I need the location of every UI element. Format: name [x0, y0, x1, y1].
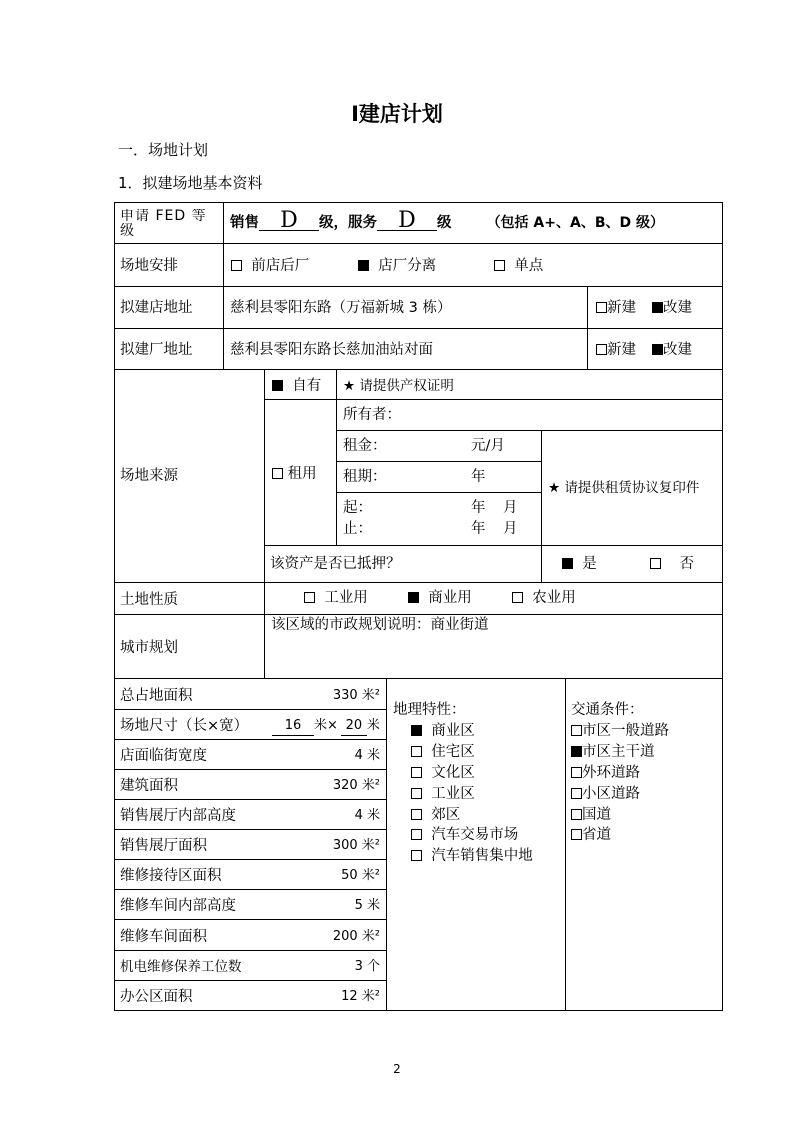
section-heading: 一．场地计划: [118, 141, 209, 159]
area-value[interactable]: 50 米²: [341, 868, 380, 883]
area-value[interactable]: 12 米²: [341, 989, 380, 1004]
start-month-unit: 月: [503, 500, 518, 516]
traffic-option[interactable]: 市区主干道: [571, 743, 655, 761]
fed-note: （包括 A+、A、B、D 级）: [486, 215, 665, 231]
store-address-value[interactable]: 慈利县零阳东路（万福新城 3 栋）: [230, 300, 452, 316]
arrangement-option[interactable]: 前店后厂: [231, 257, 309, 275]
geo-option[interactable]: 住宅区: [411, 743, 475, 761]
checkbox-icon: [411, 746, 422, 757]
rent-term-label: 租期：: [343, 469, 387, 485]
checkbox-checked-icon: [652, 302, 663, 313]
arrangement-option[interactable]: 单点: [494, 257, 543, 275]
checkbox-checked-icon: [571, 746, 582, 757]
area-label: 机电维修保养工位数: [120, 959, 242, 975]
geo-option[interactable]: 工业区: [411, 785, 475, 803]
end-label: 止：: [343, 521, 372, 537]
land-option[interactable]: 农业用: [512, 589, 576, 607]
area-label: 总占地面积: [120, 688, 193, 704]
owner-label: 所有者：: [343, 407, 401, 423]
geo-option[interactable]: 郊区: [411, 806, 460, 824]
land-option[interactable]: 工业用: [304, 589, 368, 607]
checkbox-icon: [571, 829, 582, 840]
page-title: Ⅰ建店计划: [351, 102, 443, 126]
checkbox-checked-icon: [562, 558, 573, 569]
area-label: 维修车间面积: [120, 929, 207, 945]
end-year-unit: 年: [471, 521, 486, 537]
checkbox-icon: [411, 788, 422, 799]
checkbox-icon: [596, 302, 607, 313]
subsection-heading: 1．拟建场地基本资料: [118, 174, 263, 192]
area-label: 维修接待区面积: [120, 868, 222, 884]
checkbox-icon: [304, 592, 315, 603]
area-label: 销售展厅内部高度: [120, 808, 236, 824]
checkbox-checked-icon: [408, 592, 419, 603]
factory-rebuild-option[interactable]: 改建: [652, 341, 692, 359]
factory-address-value[interactable]: 慈利县零阳东路长慈加油站对面: [230, 342, 433, 358]
fed-service-prefix: 级，服务: [319, 215, 377, 231]
star-icon: ★: [343, 378, 356, 394]
area-value[interactable]: 4 米: [354, 748, 380, 763]
factory-build-option[interactable]: 新建: [596, 341, 636, 359]
own-option[interactable]: 自有: [272, 377, 321, 395]
geo-option[interactable]: 商业区: [411, 722, 475, 740]
rent-fee-label: 租金：: [343, 438, 387, 454]
fed-level-label: 申请 FED 等级: [120, 209, 207, 239]
fed-level-value: [230, 208, 665, 233]
fed-service-suffix: 级: [437, 215, 452, 231]
checkbox-icon: [650, 558, 661, 569]
area-value[interactable]: 4 米: [354, 808, 380, 823]
city-plan-label: 城市规划: [120, 640, 178, 656]
checkbox-icon: [411, 809, 422, 820]
traffic-option[interactable]: 市区一般道路: [571, 722, 669, 740]
checkbox-icon: [596, 344, 607, 355]
checkbox-checked-icon: [272, 380, 283, 391]
mortgage-yes-option[interactable]: 是: [562, 555, 597, 573]
geo-title: 地理特性：: [393, 702, 466, 718]
end-month-unit: 月: [503, 521, 518, 537]
checkbox-checked-icon: [358, 260, 369, 271]
area-value[interactable]: 330 米²: [332, 688, 380, 703]
area-label: 销售展厅面积: [120, 838, 207, 854]
checkbox-checked-icon: [652, 344, 663, 355]
fed-service-grade[interactable]: D: [377, 212, 437, 231]
checkbox-icon: [411, 767, 422, 778]
area-value[interactable]: 320 米²: [332, 778, 380, 793]
fed-sales-grade[interactable]: D: [259, 212, 319, 231]
city-plan-value[interactable]: 该区域的市政规划说明：商业街道: [271, 617, 489, 633]
start-label: 起：: [343, 500, 372, 516]
area-label: 维修车间内部高度: [120, 898, 236, 914]
arrangement-label: 场地安排: [120, 258, 178, 274]
area-label: 店面临街宽度: [120, 748, 207, 764]
own-note: ★ 请提供产权证明: [343, 378, 454, 394]
checkbox-icon: [411, 829, 422, 840]
traffic-option[interactable]: 外环道路: [571, 764, 640, 782]
area-value[interactable]: 200 米²: [332, 929, 380, 944]
geo-option[interactable]: 汽车交易市场: [411, 826, 518, 844]
land-option[interactable]: 商业用: [408, 589, 472, 607]
traffic-option[interactable]: 小区道路: [571, 785, 640, 803]
page-number: 2: [393, 1062, 401, 1076]
fed-sales-prefix: 销售: [230, 215, 259, 231]
checkbox-icon: [571, 788, 582, 799]
store-build-option[interactable]: 新建: [596, 299, 636, 317]
site-size-value[interactable]: [272, 717, 380, 736]
area-label: 办公区面积: [120, 989, 193, 1005]
site-source-label: 场地来源: [120, 468, 178, 484]
geo-option[interactable]: 汽车销售集中地: [411, 847, 533, 865]
checkbox-icon: [272, 468, 283, 479]
area-label: 场地尺寸（长×宽）: [120, 718, 249, 734]
mortgage-no-option[interactable]: 否: [650, 555, 694, 573]
area-value[interactable]: 300 米²: [332, 838, 380, 853]
checkbox-icon: [411, 850, 422, 861]
arrangement-option[interactable]: 店厂分离: [358, 257, 436, 275]
area-label: 建筑面积: [120, 778, 178, 794]
rent-option[interactable]: 租用: [272, 465, 317, 483]
traffic-option[interactable]: 国道: [571, 806, 611, 824]
site-length[interactable]: 16: [272, 717, 314, 736]
checkbox-icon: [571, 809, 582, 820]
checkbox-icon: [231, 260, 242, 271]
rent-fee-unit: 元/月: [471, 438, 505, 454]
area-value[interactable]: 5 米: [354, 898, 380, 913]
star-icon: ★: [548, 480, 561, 496]
rent-note: ★ 请提供租赁协议复印件: [548, 480, 700, 496]
site-length-unit: 米×: [314, 718, 338, 733]
store-rebuild-option[interactable]: 改建: [652, 299, 692, 317]
geo-option[interactable]: 文化区: [411, 764, 475, 782]
rent-term-unit: 年: [471, 469, 486, 485]
checkbox-icon: [571, 725, 582, 736]
checkbox-icon: [571, 767, 582, 778]
traffic-option[interactable]: 省道: [571, 826, 611, 844]
area-value[interactable]: 3 个: [354, 959, 380, 974]
mortgage-question: 该资产是否已抵押？: [270, 556, 401, 572]
site-width-unit: 米: [366, 718, 380, 733]
land-nature-label: 土地性质: [120, 592, 178, 608]
factory-address-label: 拟建厂地址: [120, 342, 193, 358]
checkbox-icon: [494, 260, 505, 271]
start-year-unit: 年: [471, 500, 486, 516]
store-address-label: 拟建店地址: [120, 300, 193, 316]
site-width[interactable]: 20: [341, 717, 367, 736]
checkbox-icon: [512, 592, 523, 603]
checkbox-checked-icon: [411, 725, 422, 736]
traffic-title: 交通条件：: [571, 702, 644, 718]
